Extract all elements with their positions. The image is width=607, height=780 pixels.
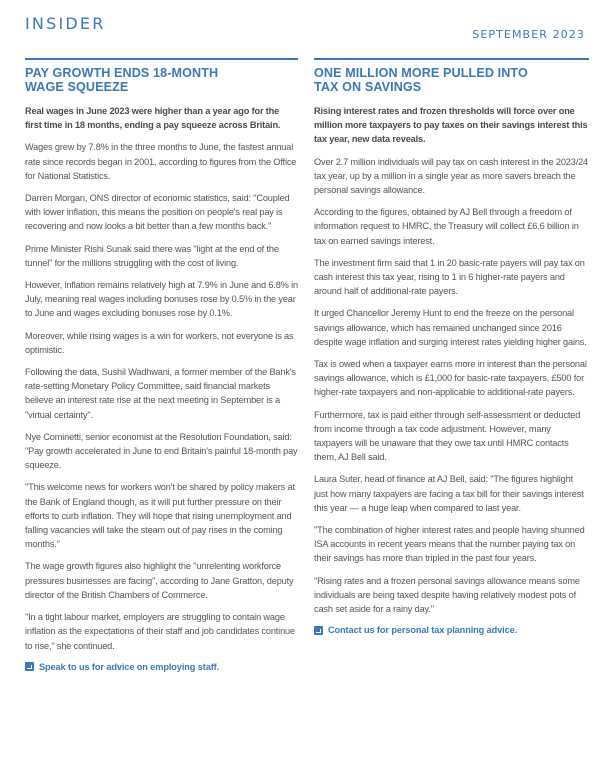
article-paragraph: The wage growth figures also highlight the "unrelenting workforce pressures businesses are facing", according to Jane Gratton, deputy director of the British Chambers of Commerce.	[25, 561, 294, 600]
article-paragraph: However, inflation remains relatively high at 7.9% in June and 6.8% in July, meaning real wages including bonuses rose by 0.5% in the year to June and wages excluding bonuses rose by 0.1%.	[25, 280, 298, 319]
article-paragraph: "The combination of higher interest rates and people having shunned ISA accounts in recent years means that the number paying tax on their savings has more than tripled in the past four years.	[314, 525, 585, 564]
masthead-title: INSIDER	[25, 14, 106, 33]
article-paragraph: Wages grew by 7.8% in the three months to June, the fastest annual rate since records began in 2001, according to figures from the Office for National Statistics.	[25, 142, 297, 181]
arrow-link-icon	[25, 662, 34, 671]
article-paragraph: "In a tight labour market, employers are struggling to contain wage inflation as the expectations of their staff and job candidates continue to rise," she continued.	[25, 612, 295, 651]
column-divider-rule	[314, 58, 589, 60]
cta-label[interactable]: Contact us for personal tax planning advice.	[328, 625, 518, 636]
article-tax-on-savings	[314, 58, 589, 636]
article-headline	[25, 66, 298, 94]
headline-line: ONE MILLION MORE PULLED INTO	[314, 66, 528, 80]
article-paragraph: Tax is owed when a taxpayer earns more in interest than the personal savings allowance, which is £1,000 for basic-rate taxpayers, £500 for higher-rate taxpayers and non-applicable to additional-rate payers.	[314, 359, 587, 398]
article-lede: Real wages in June 2023 were higher than a year ago for the first time in 18 months, ending a pay squeeze across Britain.	[25, 106, 281, 131]
employing-staff-advice-link[interactable]	[25, 661, 298, 673]
article-headline	[314, 66, 589, 94]
tax-planning-advice-link[interactable]	[314, 624, 589, 636]
article-paragraph: Furthermore, tax is paid either through self-assessment or deducted from income through a tax code adjustment. However, many taxpayers will be unaware that they owe tax until HMRC contacts them, AJ Bell said.	[314, 409, 581, 463]
article-paragraph: "Rising rates and a frozen personal savings allowance means some individuals are being taxed despite having relatively modest pots of cash set aside for a rainy day."	[314, 575, 580, 615]
article-pay-growth	[25, 58, 298, 673]
article-paragraph: The investment firm said that 1 in 20 basic-rate payers will pay tax on cash interest this tax year, rising to 1 in 6 higher-rate payers and around half of additional-rate payers.	[314, 257, 585, 297]
headline-line: PAY GROWTH ENDS 18-MONTH	[25, 66, 219, 80]
headline-line: TAX ON SAVINGS	[314, 80, 422, 94]
article-paragraph: Prime Minister Rishi Sunak said there was "light at the end of the tunnel" for the millions struggling with the cost of living.	[25, 243, 279, 268]
article-paragraph: It urged Chancellor Jeremy Hunt to end the freeze on the personal savings allowance, which has remained unchanged since 2016 despite wage inflation and surging interest rates yielding higher gains.	[314, 308, 587, 347]
article-paragraph: Darren Morgan, ONS director of economic statistics, said: "Coupled with lower inflation, this means the position on people's real pay is recovering and now looks a bit better than a few months back."	[25, 193, 290, 232]
article-paragraph: Laura Suter, head of finance at AJ Bell, said: "The figures highlight just how many taxpayers are facing a tax bill for their savings interest this year — a huge leap when compared to last year.	[314, 474, 584, 513]
article-paragraph: Nye Cominetti, senior economist at the Resolution Foundation, said: "Pay growth accelerated in June to end Britain's painful 18-month pay squeeze.	[25, 431, 298, 471]
article-paragraph: Over 2.7 million individuals will pay tax on cash interest in the 2023/24 tax year, up by a million in a single year as more savers breach the personal savings allowance.	[314, 156, 589, 196]
column-divider-rule	[25, 58, 298, 60]
arrow-link-icon	[314, 626, 323, 635]
article-paragraph: Following the data, Sushil Wadhwani, a former member of the Bank's rate-setting Monetary Policy Committee, said financial markets believe an interest rate rise at the next meeting in September is a "virtual certainty".	[25, 367, 296, 420]
article-lede: Rising interest rates and frozen thresholds will force over one million more taxpayers to pay taxes on their savings interest this tax year, new data reveals.	[314, 106, 588, 145]
headline-line: WAGE SQUEEZE	[25, 80, 129, 94]
article-paragraph: "This welcome news for workers won't be shared by policy makers at the Bank of England though, as it will put further pressure on their efforts to curb inflation. They will hope that rising unemployment and falling vacancies will take the steam out of pay rises in the coming months."	[25, 482, 295, 550]
cta-label[interactable]: Speak to us for advice on employing staff.	[39, 661, 220, 672]
article-paragraph: According to the figures, obtained by AJ Bell through a freedom of information request to HMRC, the Treasury will collect £6.6 billion in tax on earned savings interest.	[314, 207, 579, 246]
article-paragraph: Moreover, while rising wages is a win for workers, not everyone is as optimistic.	[25, 330, 294, 355]
issue-date: SEPTEMBER 2023	[472, 28, 585, 41]
